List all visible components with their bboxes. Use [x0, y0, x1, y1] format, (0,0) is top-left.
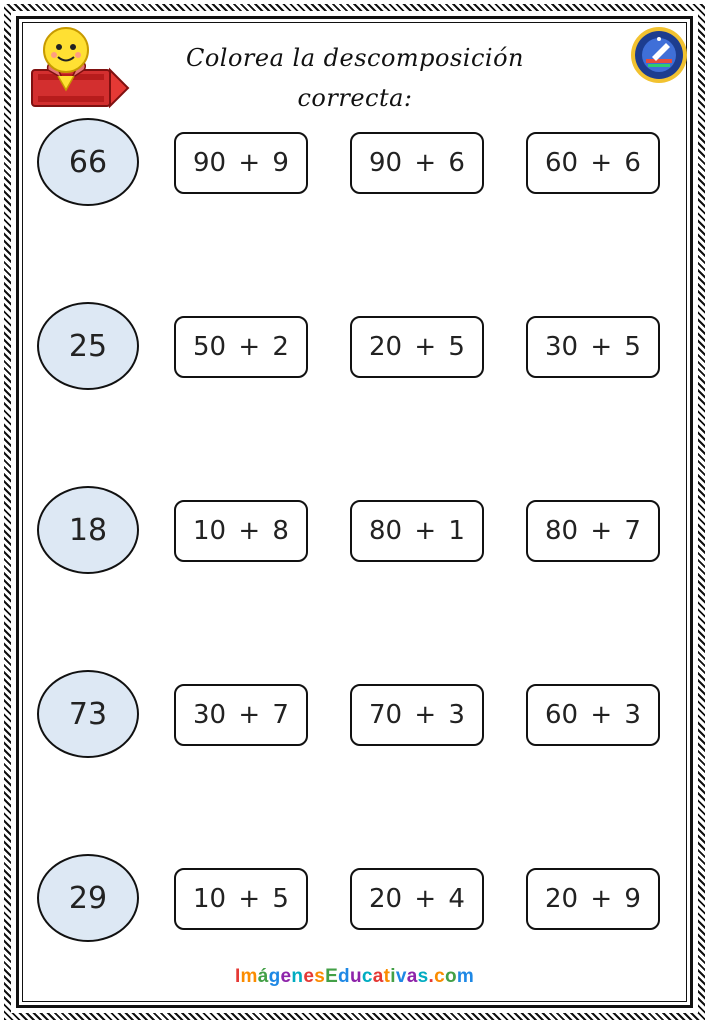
decomposition-option[interactable]: 90 + 6	[350, 132, 484, 194]
decomposition-option[interactable]: 60 + 6	[526, 132, 660, 194]
exercise-row	[0, 302, 709, 392]
site-watermark: ImágenesEducativas.com	[234, 966, 475, 987]
decomposition-option[interactable]: 20 + 5	[350, 316, 484, 378]
decomposition-option[interactable]: 20 + 9	[526, 868, 660, 930]
decomposition-option[interactable]: 60 + 3	[526, 684, 660, 746]
decomposition-option[interactable]: 90 + 9	[174, 132, 308, 194]
target-number: 18	[37, 486, 139, 574]
decomposition-option[interactable]: 30 + 7	[174, 684, 308, 746]
exercise-row	[0, 854, 709, 944]
decomposition-option[interactable]: 30 + 5	[526, 316, 660, 378]
decomposition-option[interactable]: 10 + 5	[174, 868, 308, 930]
page-title-continuation: correcta:	[297, 84, 413, 112]
decomposition-option[interactable]: 10 + 8	[174, 500, 308, 562]
target-number: 25	[37, 302, 139, 390]
exercise-row	[0, 670, 709, 760]
decomposition-option[interactable]: 70 + 3	[350, 684, 484, 746]
decomposition-option[interactable]: 20 + 4	[350, 868, 484, 930]
target-number: 29	[37, 854, 139, 942]
target-number: 66	[37, 118, 139, 206]
crayon-mascot-icon	[28, 20, 132, 112]
exercise-row	[0, 118, 709, 208]
decomposition-option[interactable]: 50 + 2	[174, 316, 308, 378]
target-number: 73	[37, 670, 139, 758]
exercise-row	[0, 486, 709, 576]
page-title: Colorea la descomposición	[185, 44, 525, 72]
school-logo-icon	[630, 26, 688, 84]
decomposition-option[interactable]: 80 + 7	[526, 500, 660, 562]
decomposition-option[interactable]: 80 + 1	[350, 500, 484, 562]
